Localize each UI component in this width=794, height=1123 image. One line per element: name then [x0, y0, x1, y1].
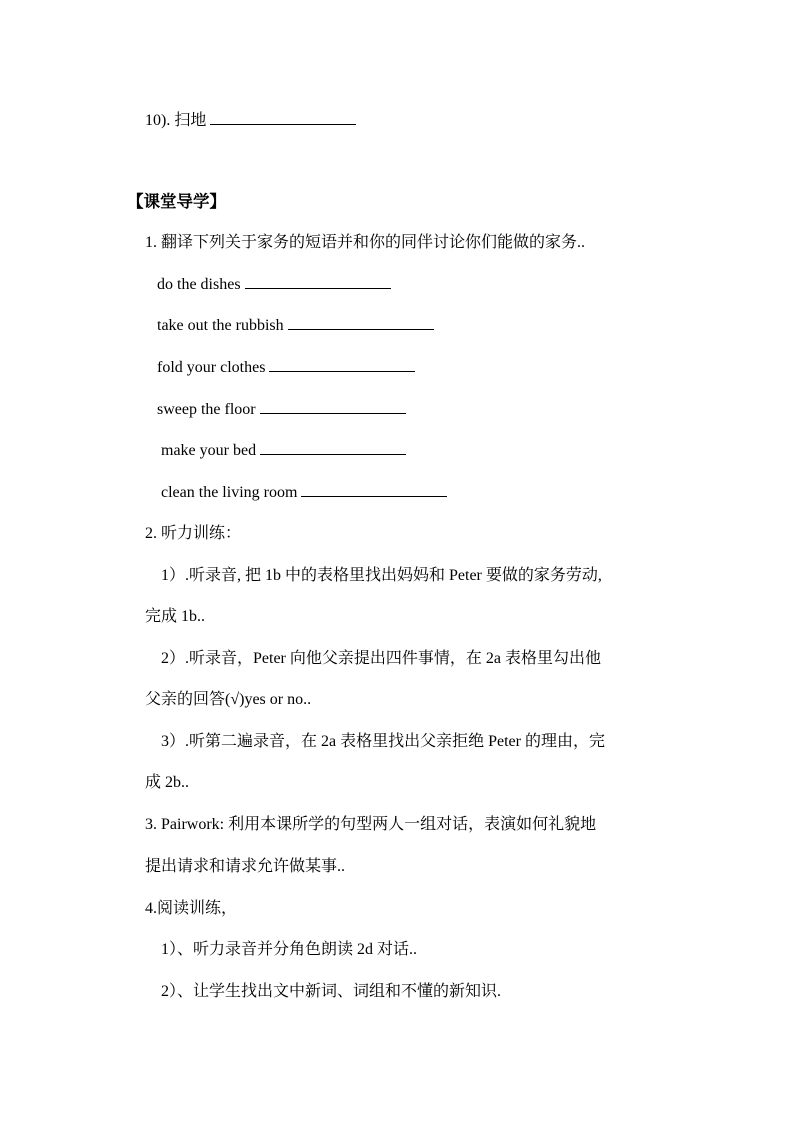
answer-blank	[260, 440, 406, 455]
phrase-text: do the dishes	[157, 276, 241, 293]
section-heading: 【课堂导学】	[127, 192, 226, 211]
item-10	[145, 110, 356, 131]
question-2-item-3-line-1: 3）.听第二遍录音，在 2a 表格里找出父亲拒绝 Peter 的理由，完	[161, 733, 605, 750]
question-4-item-2: 2）、让学生找出文中新词、词组和不懂的新知识.	[161, 983, 502, 1000]
phrase-take-out-rubbish	[157, 315, 434, 336]
phrase-text: clean the living room	[161, 484, 298, 501]
question-3-line-2: 提出请求和请求允许做某事..	[145, 858, 346, 875]
question-3-line-1: 3. Pairwork: 利用本课所学的句型两人一组对话，表演如何礼貌地	[145, 816, 597, 833]
question-1: 1. 翻译下列关于家务的短语并和你的同伴讨论你们能做的家务..	[145, 234, 586, 251]
question-2-item-3-line-2: 成 2b..	[145, 774, 190, 791]
phrase-text: fold your clothes	[157, 359, 266, 376]
question-2: 2. 听力训练：	[145, 525, 242, 542]
phrase-text: sweep the floor	[157, 401, 256, 418]
phrase-do-dishes	[157, 274, 391, 295]
phrase-make-bed	[161, 440, 406, 461]
question-2-item-2-line-2: 父亲的回答(√)yes or no..	[145, 691, 312, 708]
question-4: 4.阅读训练，	[145, 900, 238, 917]
question-4-item-1: 1）、听力录音并分角色朗读 2d 对话..	[161, 941, 418, 958]
question-2-item-1-line-1: 1）.听录音, 把 1b 中的表格里找出妈妈和 Peter 要做的家务劳动,	[161, 567, 602, 584]
item-10-text: 10). 扫地	[145, 112, 207, 129]
answer-blank	[301, 482, 447, 497]
phrase-fold-clothes	[157, 357, 415, 378]
phrase-clean-living-room	[161, 482, 447, 503]
answer-blank	[245, 274, 391, 289]
answer-blank	[269, 357, 415, 372]
answer-blank	[260, 399, 406, 414]
question-2-item-2-line-1: 2）.听录音，Peter 向他父亲提出四件事情，在 2a 表格里勾出他	[161, 650, 601, 667]
phrase-text: take out the rubbish	[157, 317, 284, 334]
answer-blank	[288, 315, 434, 330]
answer-blank	[210, 110, 356, 125]
phrase-text: make your bed	[161, 442, 257, 459]
phrase-sweep-floor	[157, 399, 406, 420]
question-2-item-1-line-2: 完成 1b..	[145, 608, 206, 625]
